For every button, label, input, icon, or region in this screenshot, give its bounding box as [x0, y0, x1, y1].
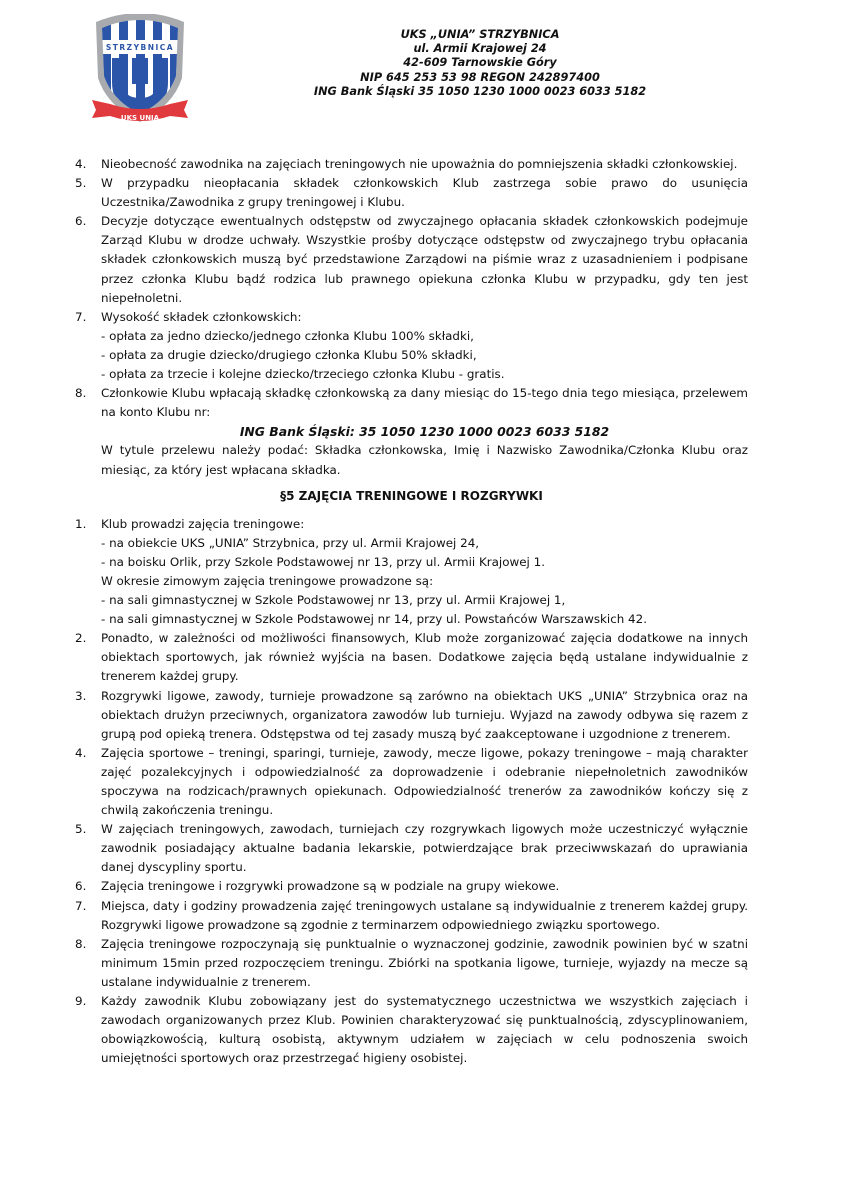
sub-item: - opłata za trzecie i kolejne dziecko/trzeciego członka Klubu - gratis.: [101, 367, 505, 382]
item-text: Decyzje dotyczące ewentualnych odstępstw od zwyczajnego opłacania składek członkowskich podejmuje Zarząd Klubu w drodze uchwały. Wszystkie prośby dotyczące odstępstw od zwyczajnego trybu opłacania składek członkowskich muszą być przedstawione Zarządowi na piśmie wraz z uzasadnieniem i podpisane przez członka Klubu bądź rodzica lub prawnego opiekuna członka Klubu w przypadku, gdy ten jest niepełnoletni.: [101, 214, 748, 305]
club-bank-account: ING Bank Śląski 35 1050 1230 1000 0023 6033 5182: [313, 84, 647, 98]
item-text: Ponadto, w zależności od możliwości finansowych, Klub może zorganizować zajęcia dodatkowe na innych obiektach sportowych, jak również wyjścia na basen. Dodatkowe zajęcia będą ustalane indywidualnie z trenerem każdej grupy.: [101, 631, 748, 684]
item-text: Nieobecność zawodnika na zajęciach treningowych nie upoważnia do pomniejszenia składki członkowskiej.: [101, 157, 738, 171]
transfer-title-instructions: W tytule przelewu należy podać: Składka członkowska, Imię i Nazwisko Zawodnika/Członka Klubu oraz miesiąc, za który jest wpłacana składka.: [101, 443, 748, 477]
item-text: Wysokość składek członkowskich:: [101, 309, 302, 324]
list-item: [75, 155, 748, 174]
sub-item: - na obiekcie UKS „UNIA” Strzybnica, przy ul. Armii Krajowej 24,: [101, 535, 480, 550]
item-text: Każdy zawodnik Klubu zobowiązany jest do systematycznego uczestnictwa we wszystkich zajęciach i zawodach organizowanych przez Klub. Powinien charakteryzować się punktualnością, zdyscyplinowaniem, obowiązkowością, kulturą osobistą, aktywnym udziałem w zajęciach w celu podnoszenia swoich umiejętności sportowych oraz przestrzegać higieny osobistej.: [101, 994, 748, 1066]
item-number: 9.: [75, 994, 87, 1009]
sub-item: W okresie zimowym zajęcia treningowe prowadzone są:: [101, 573, 434, 588]
item-text: W zajęciach treningowych, zawodach, turniejach czy rozgrywkach ligowych może uczestniczyć wyłącznie zawodnik posiadający aktualne badania lekarskie, potwierdzające brak przeciwwskazań do uprawiania danej dyscypliny sportu.: [101, 822, 748, 875]
item-number: 8.: [75, 386, 87, 401]
item-text: Miejsca, daty i godziny prowadzenia zajęć treningowych ustalane są indywidualnie z trenerem każdej grupy. Rozgrywki ligowe prowadzone są zgodnie z terminarzem odpowiedniego związku sportowego.: [101, 898, 748, 932]
list-item: [75, 687, 748, 744]
item-text: Zajęcia sportowe – treningi, sparingi, turnieje, zawody, mecze ligowe, pokazy treningowe – mają charakter zajęć pozalekcyjnych i odpowiedzialność za doprowadzenie i odebranie niepełnoletnich zawodników spoczywa na rodzicach/prawnych opiekunach. Odpowiedzialność trenerów za zawodników kończy się z chwilą zakończenia treningu.: [101, 745, 748, 818]
list-item: [75, 629, 748, 686]
list-item: [75, 744, 748, 820]
item-text: Zajęcia treningowe rozpoczynają się punktualnie o wyznaczonej godzinie, zawodnik powinien być w szatni minimum 15min przed rozpoczęciem treningu. Zbiórki na spotkania ligowe, turnieje, wyjazdy na mecze są ustalane indywidualnie z trenerem.: [101, 936, 748, 989]
item-number: 1.: [75, 516, 87, 531]
item-number: 7.: [75, 309, 87, 324]
item-text: Zajęcia treningowe i rozgrywki prowadzone są w podziale na grupy wiekowe.: [101, 879, 560, 894]
logo-top-text: STRZYBNICA: [105, 43, 175, 52]
sub-item: - na sali gimnastycznej w Szkole Podstawowej nr 14, przy ul. Powstańców Warszawskich 42.: [101, 612, 647, 627]
club-logo: [88, 14, 192, 126]
document-body: [75, 155, 748, 1068]
list-item: [75, 308, 748, 384]
list-item: [75, 992, 748, 1068]
item-text: W przypadku nieopłacania składek członkowskich Klub zastrzega sobie prawo do usunięcia Uczestnika/Zawodnika z grupy treningowej i Klubu.: [101, 176, 748, 210]
sub-item: - na boisku Orlik, przy Szkole Podstawowej nr 13, przy ul. Armii Krajowej 1.: [101, 554, 545, 569]
club-city: 42-609 Tarnowskie Góry: [403, 56, 557, 70]
item-number: 6.: [75, 879, 87, 894]
item-number: 4.: [75, 745, 87, 760]
list-item: [75, 174, 748, 212]
letterhead: [280, 28, 680, 99]
item-text: Członkowie Klubu wpłacają składkę członkowską za dany miesiąc do 15-tego dnia tego miesiąca, przelewem na konto Klubu nr:: [101, 386, 748, 420]
item-number: 8.: [75, 936, 87, 951]
list-item: [75, 820, 748, 877]
list-item: [75, 384, 748, 479]
list-item: [75, 515, 748, 630]
club-street: ul. Armii Krajowej 24: [413, 42, 547, 56]
item-number: 5.: [75, 822, 87, 837]
list-item: [75, 897, 748, 935]
club-name: UKS „UNIA” STRZYBNICA: [400, 28, 560, 41]
item-number: 2.: [75, 631, 87, 646]
item-number: 5.: [75, 176, 87, 191]
item-number: 7.: [75, 898, 87, 913]
list-item: [75, 935, 748, 992]
logo-ribbon-text: UKS UNIA: [120, 114, 160, 122]
sub-item: - na sali gimnastycznej w Szkole Podstawowej nr 13, przy ul. Armii Krajowej 1,: [101, 593, 566, 608]
item-text: Rozgrywki ligowe, zawody, turnieje prowadzone są zarówno na obiektach UKS „UNIA” Strzybnica oraz na obiektach drużyn przeciwnych, organizatora zawodów lub turnieju. Wyjazd na zawody odbywa się razem z grupą pod opieką trenera. Odstępstwa od tej zasady muszą być zaakceptowane i uzgodnione z trenerem.: [101, 688, 748, 741]
club-tax-ids: NIP 645 253 53 98 REGON 242897400: [360, 70, 600, 84]
sub-item: - opłata za drugie dziecko/drugiego członka Klubu 50% składki,: [101, 347, 477, 362]
item-number: 3.: [75, 688, 87, 703]
list-item: [75, 212, 748, 307]
item-number: 6.: [75, 214, 87, 229]
item-text: Klub prowadzi zajęcia treningowe:: [101, 516, 305, 531]
section-heading: §5 ZAJĘCIA TRENINGOWE I ROZGRYWKI: [280, 488, 543, 503]
sub-item: - opłata za jedno dziecko/jednego członka Klubu 100% składki,: [101, 328, 474, 343]
bank-account-line: ING Bank Śląski: 35 1050 1230 1000 0023 6033 5182: [239, 424, 610, 440]
item-number: 4.: [75, 157, 87, 171]
list-item: [75, 877, 748, 896]
